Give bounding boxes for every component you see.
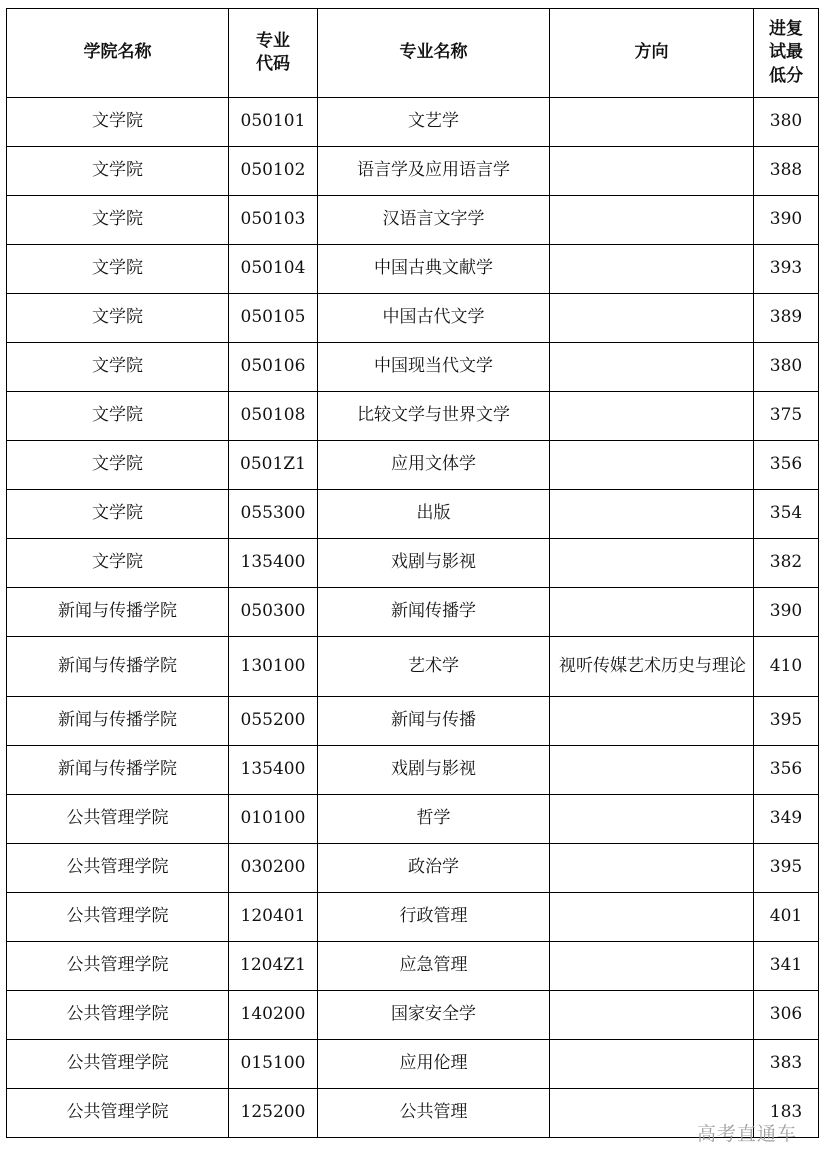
header-score-line-1: 进复 — [769, 18, 803, 39]
table-row — [7, 893, 819, 942]
score-cell: 382 — [754, 539, 819, 588]
table-row — [7, 1040, 819, 1089]
college-cell: 新闻与传播学院 — [7, 588, 229, 637]
code-cell: 050300 — [229, 588, 318, 637]
direction-cell — [550, 392, 754, 441]
header-major: 专业名称 — [318, 9, 550, 98]
major-cell: 中国现当代文学 — [318, 343, 550, 392]
college-cell: 新闻与传播学院 — [7, 746, 229, 795]
table-body — [7, 98, 819, 1138]
major-cell: 中国古代文学 — [318, 294, 550, 343]
table-row — [7, 991, 819, 1040]
table-row — [7, 147, 819, 196]
score-cell: 375 — [754, 392, 819, 441]
score-cell: 306 — [754, 991, 819, 1040]
code-cell: 050102 — [229, 147, 318, 196]
header-code — [229, 9, 318, 98]
score-cell: 183 — [754, 1089, 819, 1138]
table-row — [7, 245, 819, 294]
code-cell: 030200 — [229, 844, 318, 893]
score-cell: 390 — [754, 588, 819, 637]
table-row — [7, 196, 819, 245]
direction-cell — [550, 196, 754, 245]
code-cell: 050105 — [229, 294, 318, 343]
direction-cell — [550, 539, 754, 588]
header-row — [7, 9, 819, 98]
direction-cell — [550, 98, 754, 147]
table-row — [7, 392, 819, 441]
direction-cell — [550, 490, 754, 539]
code-cell: 135400 — [229, 746, 318, 795]
college-cell: 公共管理学院 — [7, 991, 229, 1040]
major-cell: 戏剧与影视 — [318, 746, 550, 795]
table-row — [7, 539, 819, 588]
header-code-line-2: 代码 — [256, 54, 290, 74]
major-cell: 汉语言文字学 — [318, 196, 550, 245]
college-cell: 文学院 — [7, 441, 229, 490]
direction-cell — [550, 147, 754, 196]
score-cell: 388 — [754, 147, 819, 196]
code-cell: 130100 — [229, 637, 318, 697]
direction-cell — [550, 294, 754, 343]
major-cell: 行政管理 — [318, 893, 550, 942]
direction-cell — [550, 697, 754, 746]
college-cell: 公共管理学院 — [7, 795, 229, 844]
college-cell: 公共管理学院 — [7, 1040, 229, 1089]
college-cell: 公共管理学院 — [7, 1089, 229, 1138]
header-score-line-3: 低分 — [769, 65, 803, 86]
score-cell: 401 — [754, 893, 819, 942]
code-cell: 050108 — [229, 392, 318, 441]
college-cell: 文学院 — [7, 245, 229, 294]
major-cell: 哲学 — [318, 795, 550, 844]
table-row — [7, 343, 819, 392]
college-cell: 新闻与传播学院 — [7, 697, 229, 746]
score-cell: 349 — [754, 795, 819, 844]
direction-cell — [550, 245, 754, 294]
major-cell: 应用伦理 — [318, 1040, 550, 1089]
score-cell: 410 — [754, 637, 819, 697]
major-cell: 应急管理 — [318, 942, 550, 991]
direction-cell — [550, 795, 754, 844]
score-cell: 356 — [754, 441, 819, 490]
major-cell: 新闻与传播 — [318, 697, 550, 746]
code-cell: 050104 — [229, 245, 318, 294]
score-cell: 341 — [754, 942, 819, 991]
score-cell: 383 — [754, 1040, 819, 1089]
watermark-text: 高考直通车 — [696, 1123, 797, 1145]
college-cell: 文学院 — [7, 294, 229, 343]
table-row — [7, 294, 819, 343]
code-cell: 1204Z1 — [229, 942, 318, 991]
code-cell: 015100 — [229, 1040, 318, 1089]
major-cell: 文艺学 — [318, 98, 550, 147]
college-cell: 文学院 — [7, 343, 229, 392]
major-cell: 艺术学 — [318, 637, 550, 697]
code-cell: 135400 — [229, 539, 318, 588]
table-row — [7, 795, 819, 844]
header-score — [754, 9, 819, 98]
table-row — [7, 588, 819, 637]
major-cell: 国家安全学 — [318, 991, 550, 1040]
score-cell: 354 — [754, 490, 819, 539]
code-cell: 050106 — [229, 343, 318, 392]
college-cell: 文学院 — [7, 196, 229, 245]
direction-cell — [550, 588, 754, 637]
college-cell: 文学院 — [7, 98, 229, 147]
major-cell: 中国古典文献学 — [318, 245, 550, 294]
code-cell: 125200 — [229, 1089, 318, 1138]
table-row — [7, 844, 819, 893]
major-cell: 政治学 — [318, 844, 550, 893]
header-college: 学院名称 — [7, 9, 229, 98]
major-cell: 新闻传播学 — [318, 588, 550, 637]
direction-cell: 视听传媒艺术历史与理论 — [550, 637, 754, 697]
score-cell: 395 — [754, 844, 819, 893]
table-row — [7, 441, 819, 490]
score-cell: 380 — [754, 343, 819, 392]
direction-cell — [550, 942, 754, 991]
direction-cell — [550, 441, 754, 490]
score-table — [6, 8, 819, 1138]
score-cell: 390 — [754, 196, 819, 245]
code-cell: 120401 — [229, 893, 318, 942]
major-cell: 戏剧与影视 — [318, 539, 550, 588]
code-cell: 010100 — [229, 795, 318, 844]
direction-cell — [550, 991, 754, 1040]
table-row — [7, 942, 819, 991]
major-cell: 公共管理 — [318, 1089, 550, 1138]
code-cell: 140200 — [229, 991, 318, 1040]
college-cell: 文学院 — [7, 490, 229, 539]
score-cell: 395 — [754, 697, 819, 746]
college-cell: 公共管理学院 — [7, 893, 229, 942]
header-code-line-1: 专业 — [256, 30, 290, 51]
major-cell: 出版 — [318, 490, 550, 539]
table-row — [7, 697, 819, 746]
code-cell: 055200 — [229, 697, 318, 746]
major-cell: 应用文体学 — [318, 441, 550, 490]
college-cell: 文学院 — [7, 539, 229, 588]
score-cell: 380 — [754, 98, 819, 147]
direction-cell — [550, 844, 754, 893]
direction-cell — [550, 893, 754, 942]
college-cell: 文学院 — [7, 147, 229, 196]
score-cell: 389 — [754, 294, 819, 343]
code-cell: 050101 — [229, 98, 318, 147]
college-cell: 公共管理学院 — [7, 844, 229, 893]
code-cell: 050103 — [229, 196, 318, 245]
code-cell: 0501Z1 — [229, 441, 318, 490]
table-row — [7, 637, 819, 697]
major-cell: 比较文学与世界文学 — [318, 392, 550, 441]
header-direction: 方向 — [550, 9, 754, 98]
direction-cell — [550, 343, 754, 392]
direction-cell — [550, 1040, 754, 1089]
score-cell: 356 — [754, 746, 819, 795]
code-cell: 055300 — [229, 490, 318, 539]
college-cell: 公共管理学院 — [7, 942, 229, 991]
college-cell: 新闻与传播学院 — [7, 637, 229, 697]
table-row — [7, 98, 819, 147]
direction-cell — [550, 746, 754, 795]
score-cell: 393 — [754, 245, 819, 294]
header-score-line-2: 试最 — [769, 42, 803, 63]
college-cell: 文学院 — [7, 392, 229, 441]
table-row — [7, 746, 819, 795]
table-row — [7, 490, 819, 539]
major-cell: 语言学及应用语言学 — [318, 147, 550, 196]
